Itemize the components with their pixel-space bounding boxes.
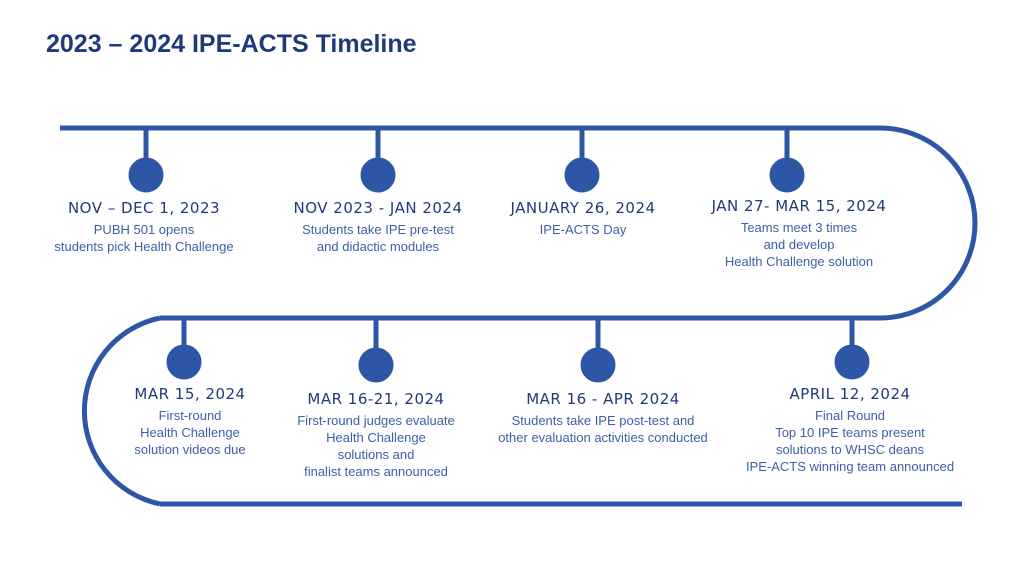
event-detail: IPE-ACTS Day — [539, 222, 627, 237]
event-date: APRIL 12, 2024 — [789, 385, 911, 403]
timeline-event — [493, 390, 713, 446]
event-detail: solutions to WHSC deans — [775, 442, 925, 457]
event-detail: PUBH 501 opens — [93, 222, 195, 237]
timeline-event — [266, 390, 486, 480]
event-detail: Health Challenge — [326, 430, 426, 445]
milestone-marker — [837, 347, 867, 377]
event-detail: students pick Health Challenge — [54, 239, 234, 254]
event-detail: Final Round — [814, 408, 886, 423]
event-detail: other evaluation activities conducted — [498, 430, 708, 445]
milestone-marker — [169, 347, 199, 377]
event-detail: First-round judges evaluate — [297, 413, 455, 428]
event-detail: and didactic modules — [316, 239, 440, 254]
event-date: NOV 2023 - JAN 2024 — [293, 199, 463, 217]
event-detail: Health Challenge solution — [724, 254, 874, 269]
timeline-event — [689, 197, 909, 270]
event-date: MAR 16 - APR 2024 — [526, 390, 680, 408]
timeline-event — [34, 199, 254, 255]
event-date: JAN 27- MAR 15, 2024 — [711, 197, 887, 215]
event-detail: Students take IPE post-test and — [511, 413, 695, 428]
event-detail: Top 10 IPE teams present — [775, 425, 925, 440]
event-date: MAR 15, 2024 — [134, 385, 246, 403]
event-date: JANUARY 26, 2024 — [510, 199, 656, 217]
event-detail: Health Challenge — [140, 425, 240, 440]
event-detail: solutions and — [337, 447, 415, 462]
event-detail: Students take IPE pre-test — [302, 222, 454, 237]
event-date: MAR 16-21, 2024 — [307, 390, 445, 408]
event-detail: IPE-ACTS winning team announced — [745, 459, 955, 474]
milestone-marker — [131, 160, 161, 190]
timeline-event — [473, 199, 693, 238]
milestone-marker — [567, 160, 597, 190]
timeline-event — [740, 385, 960, 475]
page-title: 2023 – 2024 IPE-ACTS Timeline — [46, 30, 417, 58]
milestone-marker — [583, 350, 613, 380]
event-detail: finalist teams announced — [304, 464, 448, 479]
event-date: NOV – DEC 1, 2023 — [67, 199, 221, 217]
event-detail: solution videos due — [134, 442, 246, 457]
milestone-marker — [361, 350, 391, 380]
event-detail: First-round — [158, 408, 222, 423]
milestone-marker — [363, 160, 393, 190]
milestone-marker — [772, 160, 802, 190]
timeline-event — [268, 199, 488, 255]
event-detail: and develop — [763, 237, 835, 252]
event-detail: Teams meet 3 times — [740, 220, 858, 235]
